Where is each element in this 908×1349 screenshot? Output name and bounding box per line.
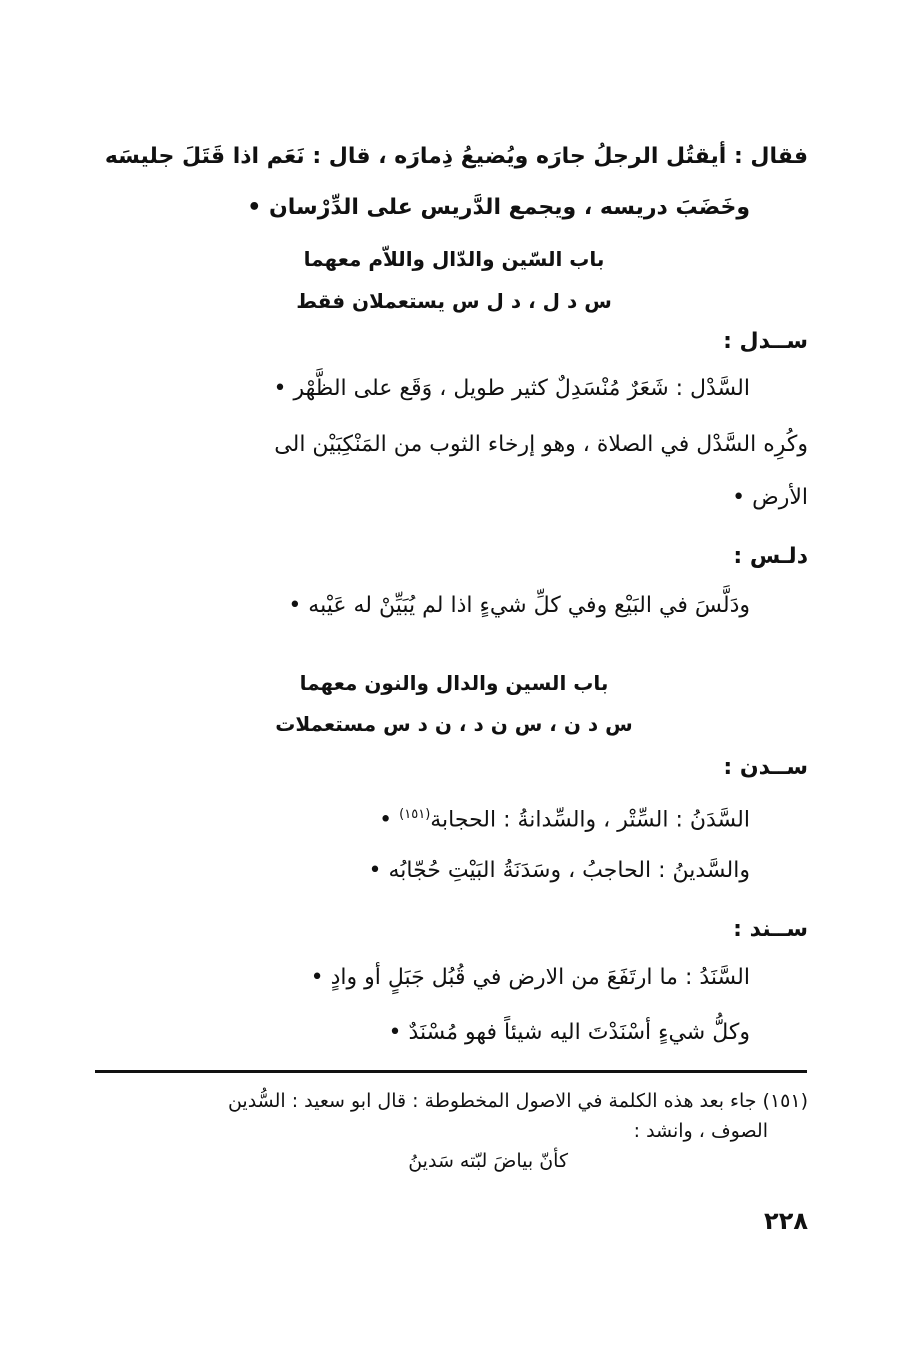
entry-heading-sadn: ســدن : xyxy=(723,755,808,780)
text-line-5: الأرض • xyxy=(732,485,808,510)
text-line-3: السَّدْل : شَعَرٌ مُنْسَدِلٌ كثير طويل ، وَقَع على الظَّهْر • xyxy=(273,376,750,401)
footnote-divider xyxy=(95,1070,807,1073)
footnote-reference[interactable]: (١٥١) xyxy=(399,807,431,822)
text-line-7-body: السَّدَنُ : السِّتْر ، والسِّدانةُ : الحجابة xyxy=(430,807,750,833)
footnote-line-3: كأنّ بياضَ لبّته سَدينُ xyxy=(408,1150,568,1172)
section-heading-2: باب السين والدال والنون معهما xyxy=(299,671,609,695)
text-line-2: وخَضَبَ دريسه ، ويجمع الدَّريس على الدِّرْسان • xyxy=(247,195,750,220)
footnote-line-1: (١٥١) جاء بعد هذه الكلمة في الاصول المخطوطة : قال ابو سعيد : السُّدين xyxy=(227,1090,808,1112)
text-line-10: وكلُّ شيءٍ أسْنَدْتَ اليه شيئاً فهو مُسْنَدٌ • xyxy=(388,1020,750,1045)
text-line-8: والسَّدينُ : الحاجبُ ، وسَدَنَةُ البَيْتِ حُجّابُه • xyxy=(368,858,750,883)
section-heading-1: باب السّين والدّال واللاّم معهما xyxy=(303,247,605,271)
section-subheading-2: س د ن ، س ن د ، ن د س مستعملات xyxy=(275,712,633,736)
text-line-7-end: • xyxy=(379,807,400,833)
text-line-7 xyxy=(130,800,750,835)
page-number: ٢٢٨ xyxy=(764,1207,808,1235)
section-subheading-1: س د ل ، د ل س يستعملان فقط xyxy=(296,289,612,313)
entry-heading-dals: دلـس : xyxy=(733,544,808,569)
text-line-1: فقال : أيقتُل الرجلُ جارَه ويُضيعُ ذِمارَه ، قال : نَعَم اذا قَتَلَ جليسَه xyxy=(104,144,808,169)
entry-heading-sadl: ســدل : xyxy=(723,329,808,354)
text-line-9: السَّنَدُ : ما ارتَفَعَ من الارض في قُبُل جَبَلٍ أو وادٍ • xyxy=(310,965,750,990)
text-line-6: ودَلَّسَ في البَيْع وفي كلِّ شيءٍ اذا لم يُبَيِّنْ له عَيْبه • xyxy=(288,593,750,618)
entry-heading-sanad: ســند : xyxy=(733,917,808,942)
text-line-4: وكُرِه السَّدْل في الصلاة ، وهو إرخاء الثوب من المَنْكِبَيْن الى xyxy=(274,432,808,457)
footnote-line-2: الصوف ، وانشد : xyxy=(633,1120,768,1142)
